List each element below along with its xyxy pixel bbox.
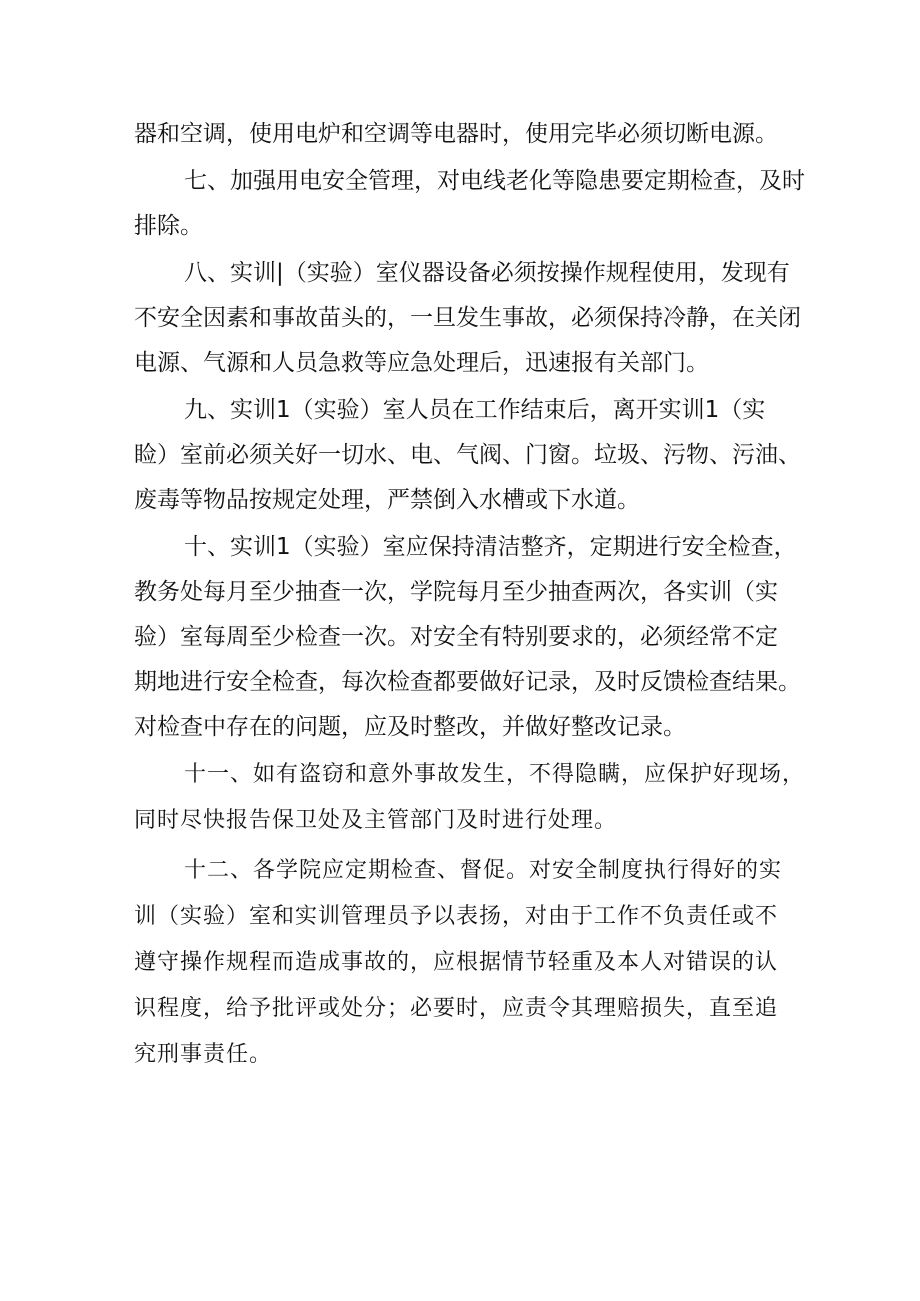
paragraph-9 [134,388,800,523]
text-line: 验）室每周至少检查一次。对安全有特别要求的，必须经常不定 [134,624,778,650]
text-line: 不安全因素和事故苗头的，一旦发生事故，必须保持冷静，在关闭 [134,305,801,331]
text-line: 废毒等物品按规定处理，严禁倒入水槽或下水道。 [134,487,640,513]
document-page [134,112,806,1082]
text-line: 七、加强用电安全管理，对电线老化等隐患要定期检查，及时 [184,168,805,194]
text-line: 器和空调，使用电炉和空调等电器时，使用完毕必须切断电源。 [134,121,778,147]
paragraph-12 [134,848,800,1078]
text-line: 十一、如有盗窃和意外事故发生，不得隐瞒，应保护好现场， [184,762,806,787]
text-line: 八、实训|（实验）室仪器设备必须按操作规程使用，发现有 [184,260,790,286]
text-line: 十、实训1（实验）室应保持清洁整齐，定期进行安全检查， [184,534,797,560]
text-line: 九、实训1（实验）室人员在工作结束后，离开实训1（实 [184,397,766,423]
text-line: 睑）室前必须关好一切水、电、气阀、门窗。垃圾、污物、污油、 [134,442,801,468]
paragraph-11 [134,752,806,844]
text-line: 十二、各学院应定期检查、督促。对安全制度执行得好的实 [184,858,783,883]
text-line: 排除。 [134,213,203,239]
text-line: 究刑事责任。 [134,1042,273,1067]
text-line: 教务处每月至少抽查一次，学院每月至少抽查两次，各实训（实 [134,579,778,605]
text-line: 对检查中存在的问题，应及时整改，并做好整改记录。 [134,714,686,740]
text-line: 识程度，给予批评或处分；必要时，应责令其理赔损失，直至追 [134,996,779,1021]
paragraph-8 [134,251,800,386]
text-line: 遵守操作规程而造成事故的，应根据情节轻重及本人对错误的认 [134,950,779,975]
paragraph-6-continuation [134,112,800,157]
text-line: 训（实验）室和实训管理员予以表扬，对由于工作不负责任或不 [134,904,779,929]
paragraph-7 [134,159,805,249]
text-line: 同时尽快报告保卫处及主管部门及时进行处理。 [134,808,618,833]
text-line: 电源、气源和人员急救等应急处理后，迅速报有关部门。 [134,350,709,376]
text-line: 期地进行安全检查，每次检查都要做好记录，及时反馈检查结果。 [134,669,801,695]
paragraph-10 [134,525,800,750]
